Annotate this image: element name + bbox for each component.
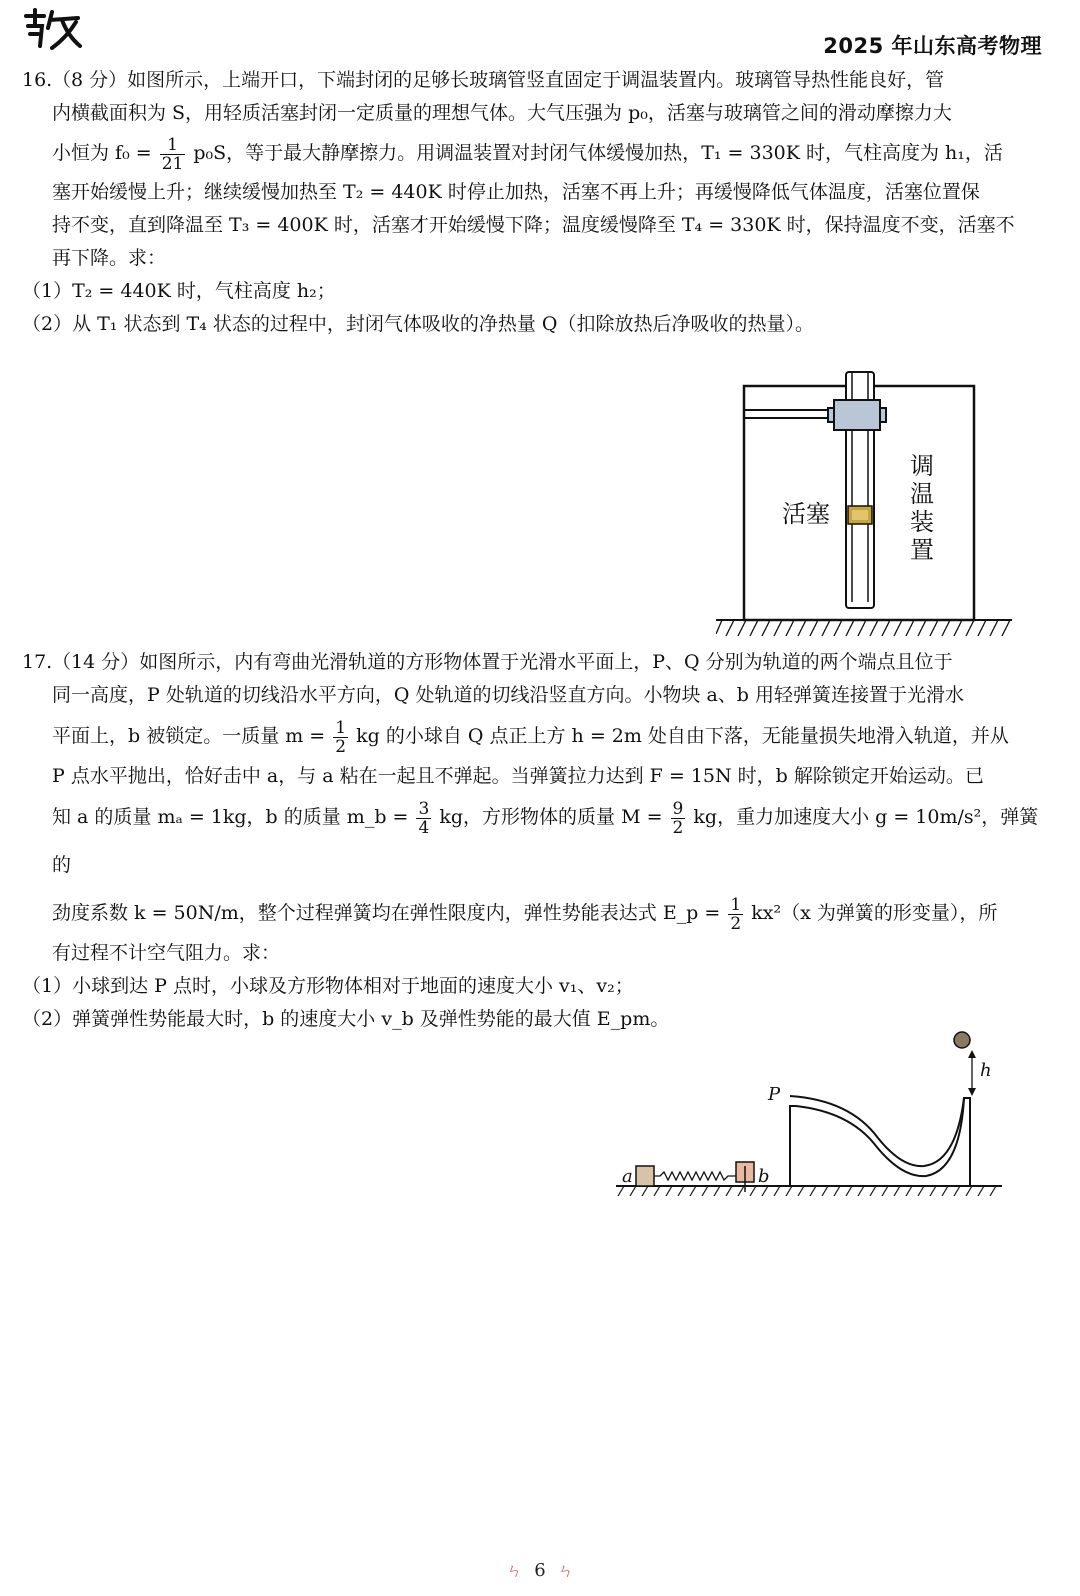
label-p: P: [768, 1084, 781, 1105]
footer-ornament-right: ㄣ: [557, 1561, 574, 1580]
q17-frac-M-num: 9: [672, 798, 684, 819]
footer-ornament-left: ㄣ: [506, 1561, 523, 1580]
q16-text-4: 塞开始缓慢上升；继续缓慢加热至 T₂ = 440K 时停止加热，活塞不再上升；再缓慢降低气体温度，活塞位置保: [52, 181, 980, 203]
q17-text-3b: kg 的小球自 Q 点正上方 h = 2m 处自由下落，无能量损失地滑入轨道，并从: [356, 725, 1009, 747]
q17-frac-mb-den: 4: [418, 817, 430, 838]
q17-text-7: 有过程不计空气阻力。求：: [52, 942, 281, 964]
q17-frac-m-den: 2: [335, 736, 347, 757]
q17-text-5b: kg，方形物体的质量 M =: [439, 806, 663, 828]
logo-icon: [22, 6, 84, 52]
q17-fraction-m: [333, 719, 348, 756]
page-number: 6: [534, 1560, 546, 1581]
q16-text-2: 内横截面积为 S，用轻质活塞封闭一定质量的理想气体。大气压强为 p₀，活塞与玻璃管之间的滑动摩擦力大: [52, 102, 952, 124]
device-label-2: 温: [910, 480, 934, 508]
q17-sub-1: （1）小球到达 P 点时，小球及方形物体相对于地面的速度大小 v₁、v₂；: [22, 975, 634, 997]
q16-text-6: 再下降。求：: [52, 247, 167, 269]
q17-text-2: 同一高度，P 处轨道的切线沿水平方向，Q 处轨道的切线沿竖直方向。小物块 a、b 用轻弹簧连接置于光滑水: [52, 684, 965, 706]
q17-frac-ep-num: 1: [730, 894, 742, 915]
q16-line-5: [22, 209, 1050, 242]
q16-sub-1: （1）T₂ = 440K 时，气柱高度 h₂；: [22, 280, 336, 302]
piston-label: 活塞: [782, 500, 830, 528]
q17-frac-m-num: 1: [335, 717, 347, 738]
q16-line-4: [22, 176, 1050, 209]
q17-line-6: [22, 889, 1050, 937]
question-17: [22, 646, 1050, 1036]
label-a: a: [622, 1166, 633, 1187]
q17-line-5: [22, 793, 1050, 889]
q16-text-3b: p₀S，等于最大静摩擦力。用调温装置对封闭气体缓慢加热，T₁ = 330K 时，气柱高度为 h₁，活: [193, 142, 1003, 164]
q17-figure: [610, 1026, 1010, 1202]
q16-text-5: 持不变，直到降温至 T₃ = 400K 时，活塞才开始缓慢下降；温度缓慢降至 T₄ = 330K 时，保持温度不变，活塞不: [52, 214, 1015, 236]
q17-text-6a: 劲度系数 k = 50N/m，整个过程弹簧均在弹性限度内，弹性势能表达式 E_p =: [52, 902, 721, 924]
q17-text-4: P 点水平抛出，恰好击中 a，与 a 粘在一起且不弹起。当弹簧拉力达到 F = 15N 时，b 解除锁定开始运动。已: [52, 765, 984, 787]
q17-text-6b: kx²（x 为弹簧的形变量），所: [751, 902, 998, 924]
label-b: b: [758, 1166, 770, 1187]
q16-sub-2: （2）从 T₁ 状态到 T₄ 状态的过程中，封闭气体吸收的净热量 Q（扣除放热后净吸收的热量）。: [22, 313, 814, 335]
q17-line-3: [22, 712, 1050, 760]
q16-line-1: [22, 64, 1050, 97]
device-label-1: 调: [910, 452, 934, 480]
q17-frac-M-den: 2: [672, 817, 684, 838]
q17-text-5a: 知 a 的质量 mₐ = 1kg，b 的质量 m_b =: [52, 806, 409, 828]
q17-text-1: （14 分）如图所示，内有弯曲光滑轨道的方形物体置于光滑水平面上，P、Q 分别为轨道的两个端点且位于: [52, 651, 953, 673]
q16-line-6: [22, 242, 1050, 275]
q16-frac-den: 21: [161, 153, 184, 174]
q16-line-2: [22, 97, 1050, 130]
q17-frac-ep-den: 2: [730, 913, 742, 934]
ground-hatching: [716, 620, 1010, 636]
q16-text-1: （8 分）如图所示，上端开口，下端封闭的足够长玻璃管竖直固定于调温装置内。玻璃管导热性能良好，管: [52, 69, 945, 91]
q17-number: 17.: [22, 651, 53, 673]
floor-hatching: [618, 1186, 996, 1196]
q17-line-2: [22, 679, 1050, 712]
question-16: [22, 64, 1050, 341]
q17-fraction-ep: [728, 896, 743, 933]
q17-text-5c: kg，重力加速度大小 g = 10m/s²，弹簧的: [52, 806, 1039, 876]
q17-text-3a: 平面上，b 被锁定。一质量 m =: [52, 725, 326, 747]
q17-line-4: [22, 760, 1050, 793]
q17-fraction-mb: [416, 800, 431, 837]
q17-fraction-M: [671, 800, 686, 837]
q16-text-3a: 小恒为 f₀ =: [52, 142, 152, 164]
q16-frac-num: 1: [160, 136, 186, 155]
block-a: [636, 1166, 654, 1186]
q17-sub-2: （2）弹簧弹性势能最大时，b 的速度大小 v_b 及弹性势能的最大值 E_pm。: [22, 1008, 670, 1030]
header-title: 2025 年山东高考物理: [823, 34, 1042, 58]
q17-line-7: [22, 937, 1050, 970]
spring: [654, 1172, 736, 1180]
q16-fraction: [160, 136, 186, 173]
q16-number: 16.: [22, 69, 53, 91]
label-h: h: [980, 1060, 992, 1081]
q17-line-1: [22, 646, 1050, 679]
ball: [954, 1032, 970, 1048]
page-footer: [0, 1558, 1080, 1581]
q16-line-3: [22, 130, 1050, 176]
device-label-4: 置: [910, 536, 934, 564]
q16-figure: [716, 370, 1012, 646]
q17-frac-mb-num: 3: [418, 798, 430, 819]
device-label-3: 装: [910, 508, 934, 536]
